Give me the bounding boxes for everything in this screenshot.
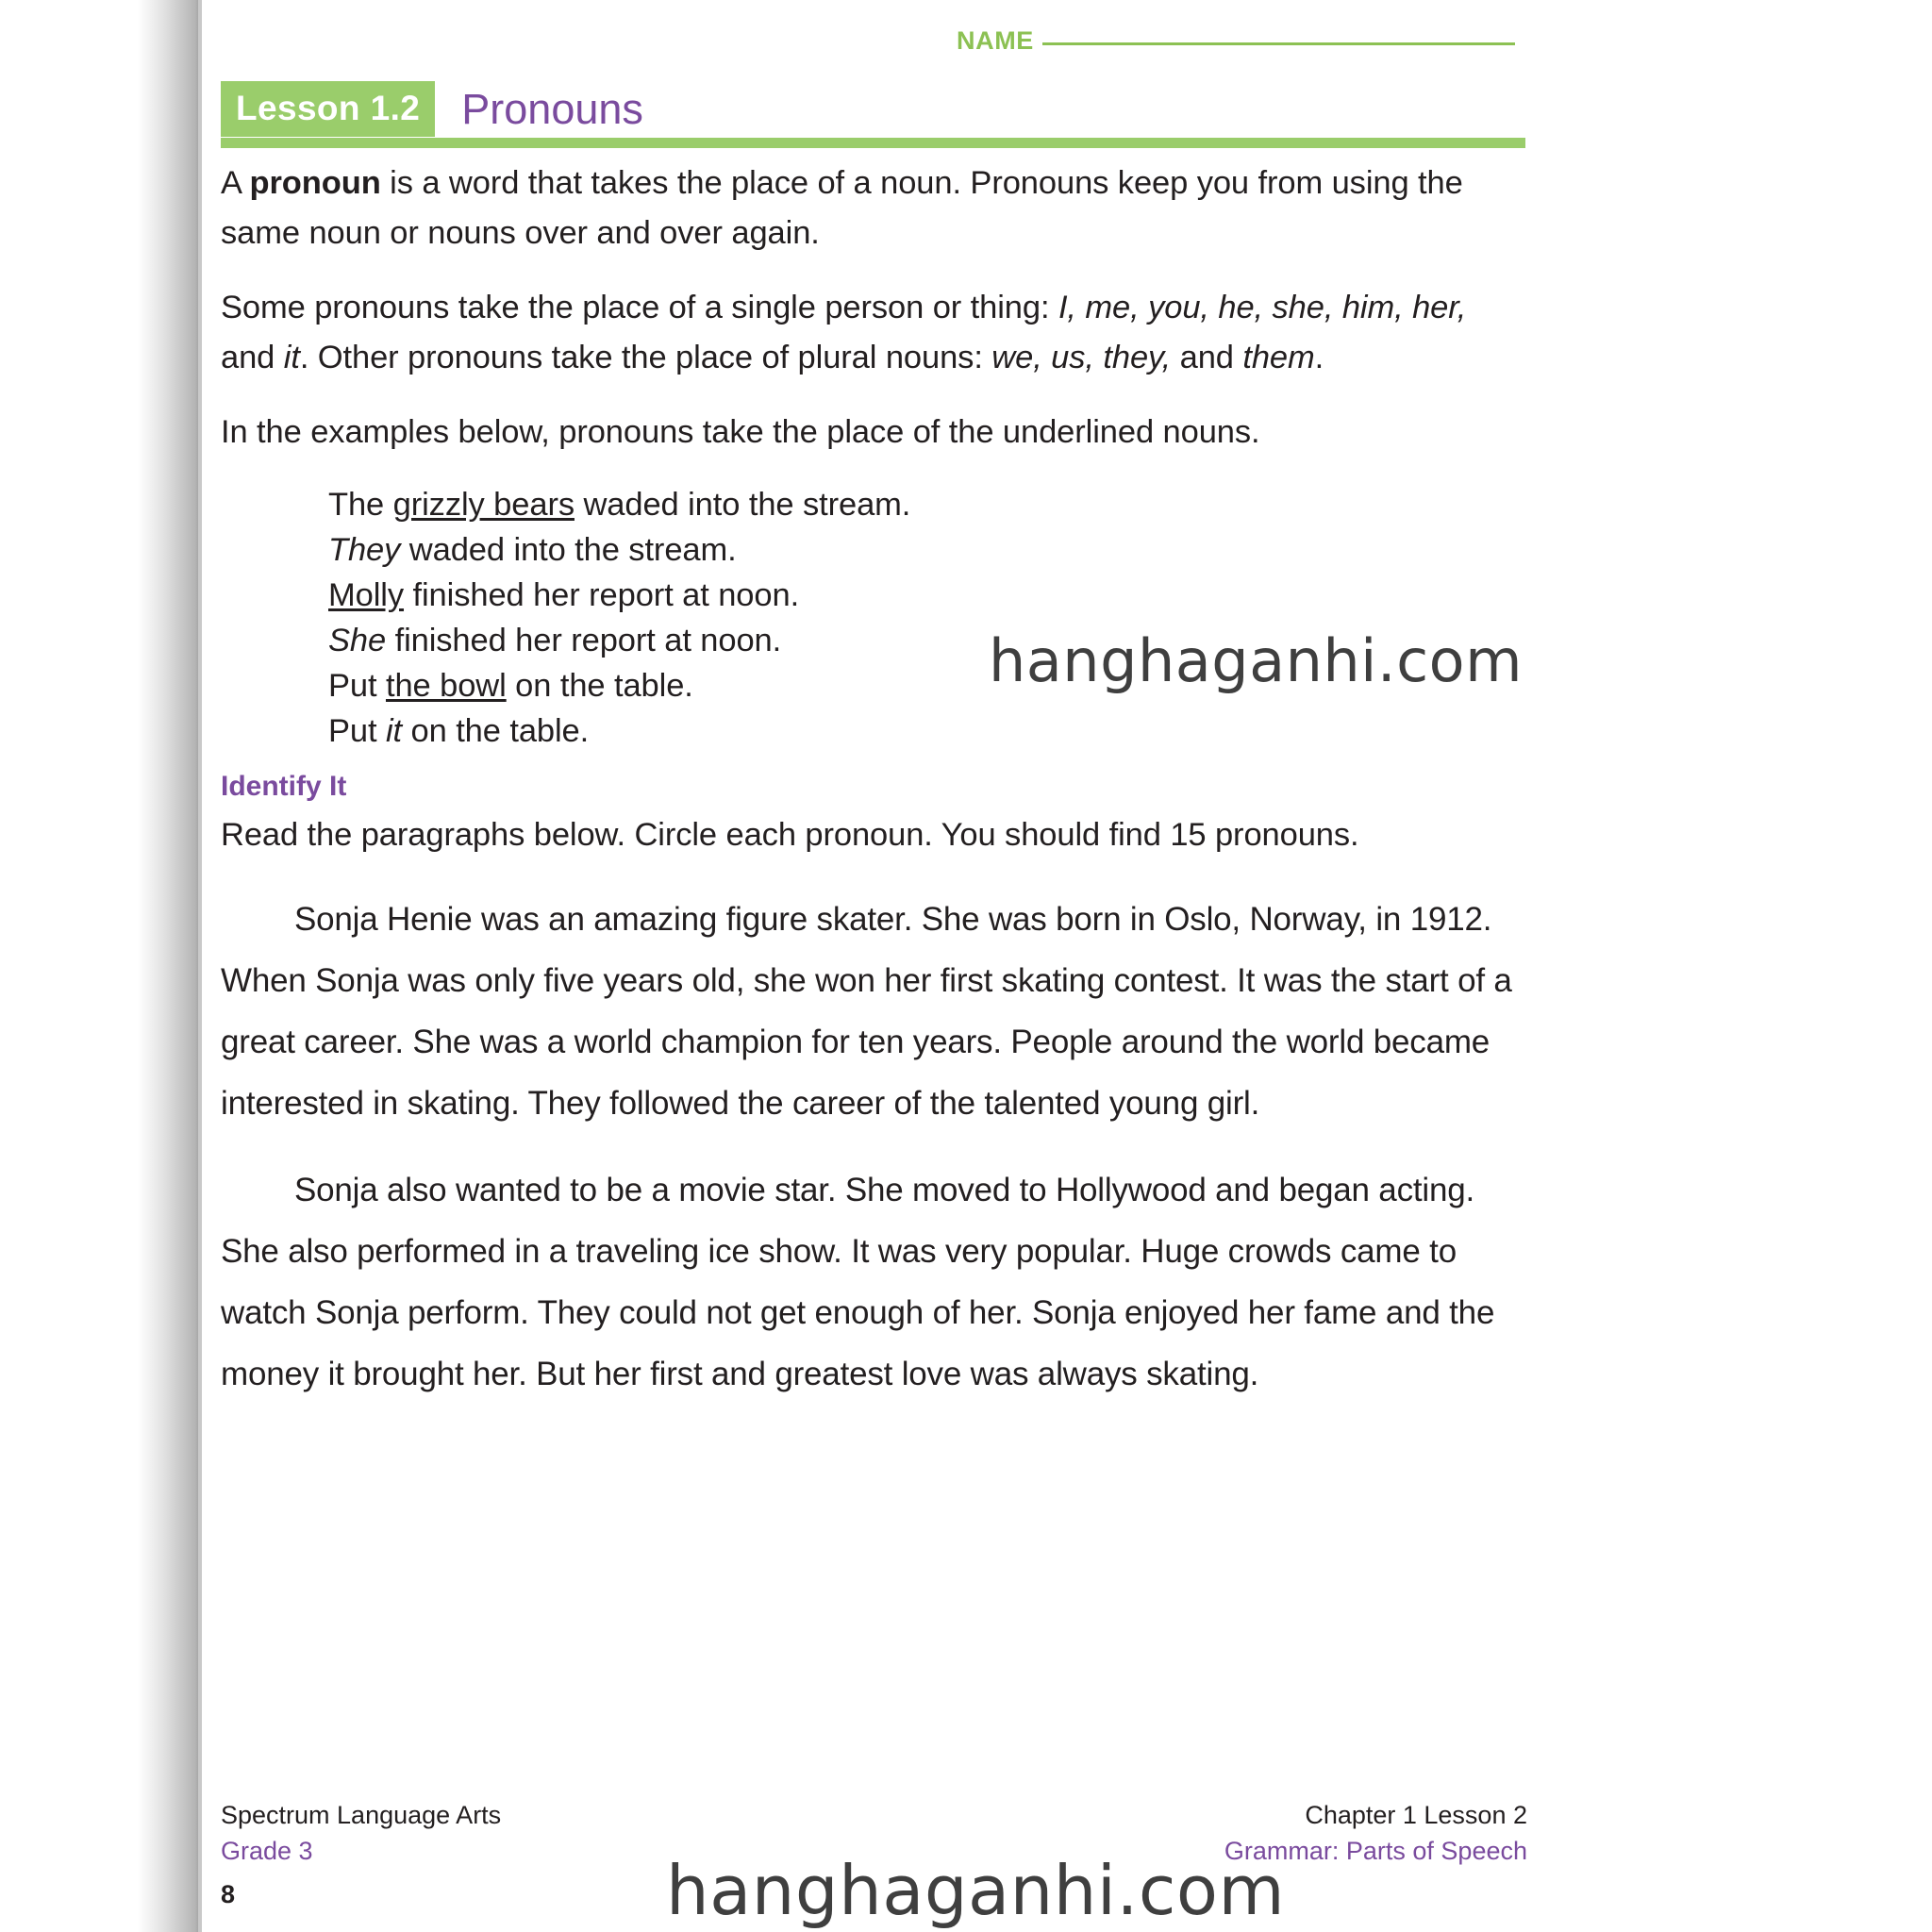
intro-p1-part-b: is a word that takes the place of a noun. Pronouns keep you from using the same noun or nouns over and over again. xyxy=(221,165,1463,251)
example-underlined-noun: Molly xyxy=(328,577,405,613)
example-pronoun: They xyxy=(328,532,401,568)
example-post: on the table. xyxy=(402,713,590,749)
example-pronoun: it xyxy=(385,713,403,749)
identify-it-instruction: Read the paragraphs below. Circle each pronoun. You should find 15 pronouns. xyxy=(221,817,1359,853)
identify-it-heading: Identify It xyxy=(221,771,347,802)
example-line xyxy=(328,527,1541,573)
name-write-line[interactable] xyxy=(1042,42,1515,45)
lesson-title-row xyxy=(221,81,643,137)
page-number: 8 xyxy=(221,1880,236,1908)
intro-p2-part-c: . Other pronouns take the place of plural nouns: xyxy=(299,340,992,375)
footer-grade: Grade 3 xyxy=(221,1837,313,1865)
lesson-number-badge: Lesson 1.2 xyxy=(221,81,435,137)
intro-p2-them: them xyxy=(1242,340,1315,375)
example-pronoun: She xyxy=(328,623,387,658)
intro-p2-part-d: and xyxy=(1171,340,1243,375)
watermark-lower: hanghaganhi.com xyxy=(666,1851,1286,1930)
example-line xyxy=(328,708,1541,754)
lesson-topic-title: Pronouns xyxy=(461,85,643,133)
intro-p2-part-e: . xyxy=(1314,340,1324,375)
intro-paragraph-3: In the examples below, pronouns take the place of the underlined nouns. xyxy=(221,414,1260,450)
example-line xyxy=(328,573,1541,618)
watermark-upper: hanghaganhi.com xyxy=(989,626,1524,695)
example-underlined-noun: the bowl xyxy=(385,668,507,704)
example-pre: The xyxy=(328,487,393,523)
intro-p2-part-b: and xyxy=(221,340,284,375)
intro-p1-part-a: A xyxy=(221,165,250,201)
example-post: finished her report at noon. xyxy=(404,577,800,613)
intro-paragraph-2 xyxy=(221,283,1499,383)
page-left-gutter-shadow xyxy=(138,0,200,1932)
name-field-row xyxy=(957,26,1515,56)
example-line xyxy=(328,482,1541,527)
example-post: waded into the stream. xyxy=(400,532,737,568)
page-sheet xyxy=(202,0,1817,1932)
intro-paragraph-1 xyxy=(221,158,1499,258)
example-post: waded into the stream. xyxy=(574,487,911,523)
example-pre: Put xyxy=(328,668,386,704)
example-post: finished her report at noon. xyxy=(386,623,782,658)
footer-unit-topic: Grammar: Parts of Speech xyxy=(1224,1837,1527,1865)
intro-p2-singular-list: I, me, you, he, she, him, her, xyxy=(1058,290,1467,325)
name-label: NAME xyxy=(957,26,1034,55)
intro-p2-part-a: Some pronouns take the place of a single person or thing: xyxy=(221,290,1058,325)
intro-p2-plural-list: we, us, they, xyxy=(991,340,1172,375)
example-pre: Put xyxy=(328,713,386,749)
example-underlined-noun: grizzly bears xyxy=(392,487,575,523)
lesson-body xyxy=(221,158,1541,1430)
intro-p2-it: it xyxy=(283,340,300,375)
example-sentences xyxy=(328,482,1541,754)
footer-book-title: Spectrum Language Arts xyxy=(221,1801,502,1829)
footer-left xyxy=(221,1797,501,1869)
title-divider-rule xyxy=(221,138,1525,148)
exercise-paragraph-2[interactable]: Sonja also wanted to be a movie star. She moved to Hollywood and began acting. She also performed in a traveling ice show. It was very popular. Huge crowds came to watch Sonja perform. They could not get enough of her. Sonja enjoyed her fame and the money it brought her. But her first and greatest love was always skating. xyxy=(221,1172,1495,1392)
intro-p1-keyword: pronoun xyxy=(249,165,381,201)
footer-chapter-lesson: Chapter 1 Lesson 2 xyxy=(1305,1801,1527,1829)
example-post: on the table. xyxy=(506,668,693,704)
exercise-paragraph-1[interactable]: Sonja Henie was an amazing figure skater. She was born in Oslo, Norway, in 1912. When Sonja was only five years old, she won her first skating contest. It was the start of a great career. She was a world champion for ten years. People around the world became interested in skating. They followed the career of the talented young girl. xyxy=(221,901,1512,1122)
